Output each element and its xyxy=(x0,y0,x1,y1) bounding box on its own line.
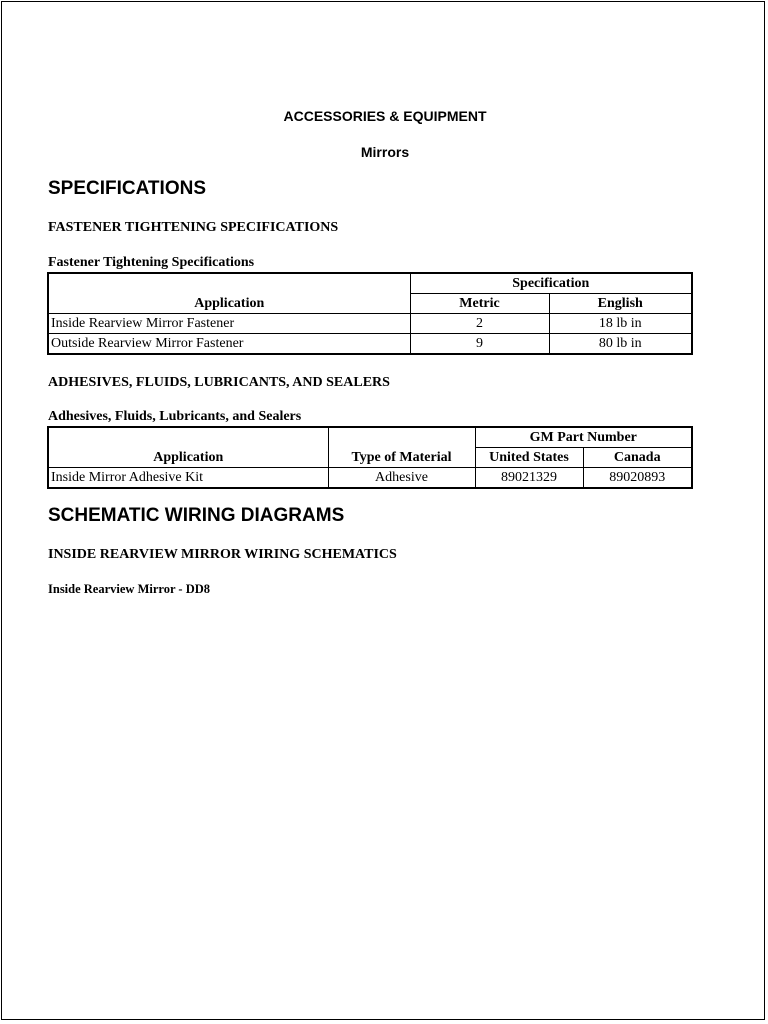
table-cell: Inside Rearview Mirror Fastener xyxy=(48,314,410,334)
table-row xyxy=(48,468,692,489)
column-header-canada: Canada xyxy=(583,448,692,468)
table-row xyxy=(48,314,692,334)
fastener-section-heading: FASTENER TIGHTENING SPECIFICATIONS xyxy=(48,220,339,235)
section-title: ACCESSORIES & EQUIPMENT xyxy=(283,108,487,124)
column-header-english: English xyxy=(549,294,692,314)
adhesives-table-caption: Adhesives, Fluids, Lubricants, and Sealers xyxy=(48,409,302,424)
schematics-heading: SCHEMATIC WIRING DIAGRAMS xyxy=(48,505,345,526)
column-header-type-of-material: Type of Material xyxy=(328,427,475,468)
table-cell: 89021329 xyxy=(475,468,583,489)
table-cell: Inside Mirror Adhesive Kit xyxy=(48,468,328,489)
subsection-title: Mirrors xyxy=(360,144,410,160)
column-group-specification: Specification xyxy=(410,273,692,294)
wiring-schematics-heading: INSIDE REARVIEW MIRROR WIRING SCHEMATICS xyxy=(48,547,397,562)
table-row xyxy=(48,334,692,355)
specifications-heading: SPECIFICATIONS xyxy=(48,178,206,199)
table-cell: 9 xyxy=(410,334,549,355)
column-header-application: Application xyxy=(48,273,410,314)
schematic-caption: Inside Rearview Mirror - DD8 xyxy=(48,582,211,596)
table-cell: 18 lb in xyxy=(549,314,692,334)
column-header-united-states: United States xyxy=(475,448,583,468)
column-header-metric: Metric xyxy=(410,294,549,314)
column-group-gm-part-number: GM Part Number xyxy=(475,427,692,448)
table-cell: 2 xyxy=(410,314,549,334)
adhesives-table xyxy=(47,426,693,489)
table-cell: Outside Rearview Mirror Fastener xyxy=(48,334,410,355)
table-cell: 89020893 xyxy=(583,468,692,489)
table-cell: 80 lb in xyxy=(549,334,692,355)
table-cell: Adhesive xyxy=(328,468,475,489)
fastener-specifications-table xyxy=(47,272,693,355)
document-page xyxy=(1,1,765,1020)
column-header-application: Application xyxy=(48,427,328,468)
adhesives-section-heading: ADHESIVES, FLUIDS, LUBRICANTS, AND SEALERS xyxy=(48,375,390,390)
fastener-table-caption: Fastener Tightening Specifications xyxy=(48,255,255,270)
